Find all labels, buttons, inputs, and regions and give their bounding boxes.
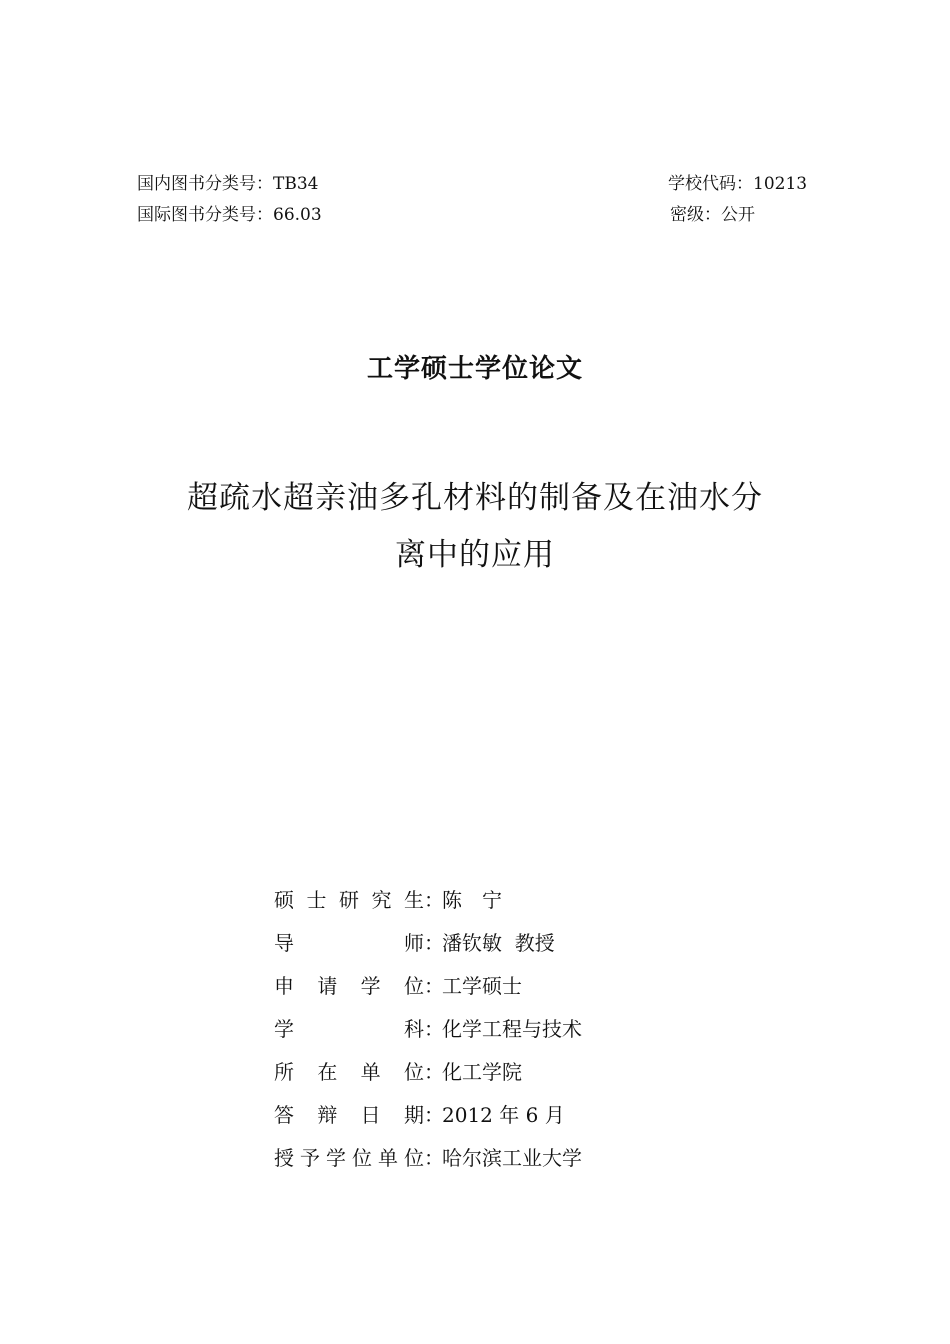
info-colon: ： xyxy=(424,1060,444,1084)
info-row-advisor xyxy=(274,927,582,970)
info-value-advisor: 潘钦敏 教授 xyxy=(442,931,555,955)
info-colon: ： xyxy=(424,1103,444,1127)
international-classification: 国际图书分类号：66.03 xyxy=(137,205,322,225)
info-label: 学 科 xyxy=(274,1017,424,1041)
school-code: 学校代码：10213 xyxy=(668,174,808,194)
info-colon: ： xyxy=(424,974,444,998)
thesis-title xyxy=(120,470,830,584)
info-value-discipline: 化学工程与技术 xyxy=(442,1017,582,1041)
info-row-institution xyxy=(274,1142,582,1185)
info-colon: ： xyxy=(424,1017,444,1041)
info-colon: ： xyxy=(424,931,444,955)
info-label: 导 师 xyxy=(274,931,424,955)
info-label: 授 予 学 位 单 位 xyxy=(274,1146,424,1170)
info-colon: ： xyxy=(424,1146,444,1170)
info-label: 申 请 学 位 xyxy=(274,974,424,998)
info-value-institution: 哈尔滨工业大学 xyxy=(442,1146,582,1170)
info-row-student xyxy=(274,884,582,927)
domestic-classification: 国内图书分类号：TB34 xyxy=(137,174,319,194)
info-label: 硕 士 研 究 生 xyxy=(274,888,424,912)
info-value-degree: 工学硕士 xyxy=(442,974,522,998)
info-value-defense-date: 2012 年 6 月 xyxy=(442,1103,565,1127)
degree-type: 工学硕士学位论文 xyxy=(366,354,583,384)
info-label: 所 在 单 位 xyxy=(274,1060,424,1084)
info-row-degree xyxy=(274,970,582,1013)
info-value-department: 化工学院 xyxy=(442,1060,522,1084)
thesis-title-line-2: 离中的应用 xyxy=(395,537,555,573)
info-value-student: 陈 宁 xyxy=(442,888,502,912)
info-colon: ： xyxy=(424,888,444,912)
info-row-defense-date xyxy=(274,1099,582,1142)
security-level: 密级：公开 xyxy=(670,205,755,225)
info-row-department xyxy=(274,1056,582,1099)
thesis-info-block xyxy=(274,884,582,1185)
info-row-discipline xyxy=(274,1013,582,1056)
thesis-title-line-1: 超疏水超亲油多孔材料的制备及在油水分 xyxy=(187,480,763,516)
info-label: 答 辩 日 期 xyxy=(274,1103,424,1127)
